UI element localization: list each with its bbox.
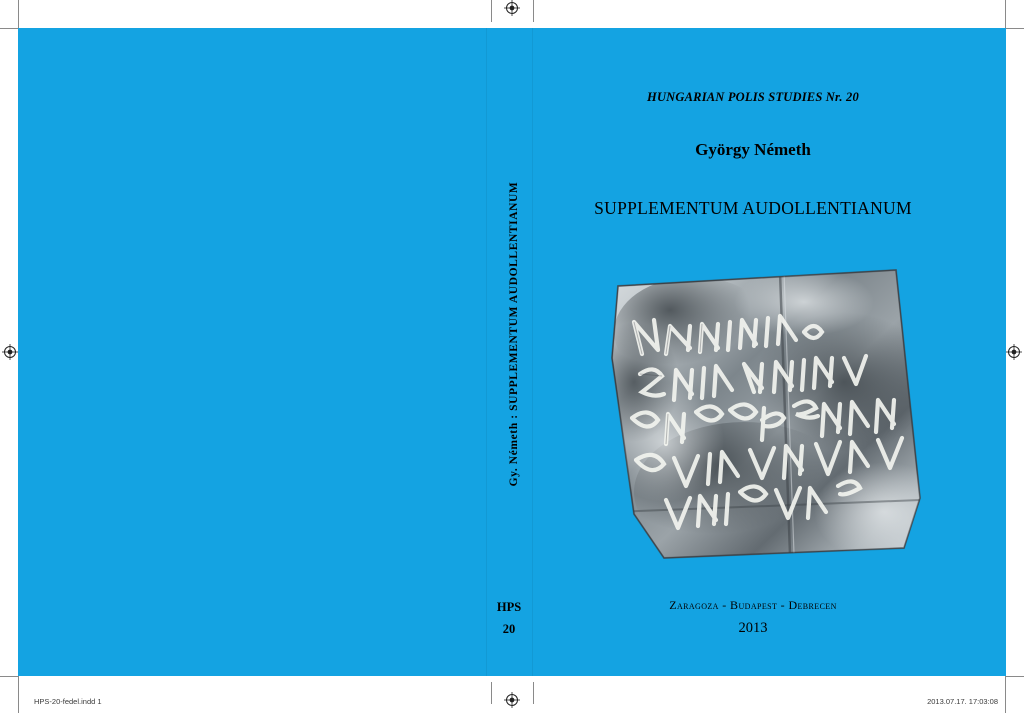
registration-target-icon-right — [1006, 344, 1022, 360]
front-cover — [518, 28, 1006, 676]
book-title: SUPPLEMENTUM AUDOLLENTIANUM — [594, 198, 912, 218]
fold-mark-top-2 — [533, 0, 534, 22]
spine-series-abbrev: HPS — [496, 600, 522, 614]
slug-filename: HPS-20-fedel.indd 1 — [34, 697, 102, 706]
registration-target-icon-left — [2, 344, 18, 360]
series-line: HUNGARIAN POLIS STUDIES Nr. 20 — [647, 90, 859, 104]
author-name: György Németh — [695, 140, 811, 159]
crop-line-left — [18, 0, 19, 28]
spine-title-text: Gy. Németh : SUPPLEMENTUM AUDOLLENTIANUM — [508, 181, 520, 487]
crop-line-bottom-right — [1006, 676, 1024, 677]
registration-target-icon-bottom — [504, 692, 520, 708]
spine-series-number: 20 — [502, 622, 516, 636]
crop-line-top-right — [1006, 28, 1024, 29]
slug-timestamp: 2013.07.17. 17:03:08 — [927, 697, 998, 706]
imprint-line: Zaragoza - Budapest - Debrecen — [669, 598, 837, 612]
publication-year: 2013 — [738, 620, 768, 636]
fold-mark-bottom — [491, 682, 492, 704]
crop-line-bottom — [0, 676, 18, 677]
crop-line-right-bottom — [1005, 676, 1006, 713]
crop-line-top — [0, 28, 18, 29]
crop-line-left-bottom — [18, 676, 19, 713]
cover-artwork — [18, 28, 1006, 676]
lead-curse-tablet-photo — [604, 262, 934, 562]
fold-mark-top — [491, 0, 492, 22]
fold-mark-bottom-2 — [533, 682, 534, 704]
registration-target-icon — [504, 0, 520, 16]
crop-line-right — [1005, 0, 1006, 28]
